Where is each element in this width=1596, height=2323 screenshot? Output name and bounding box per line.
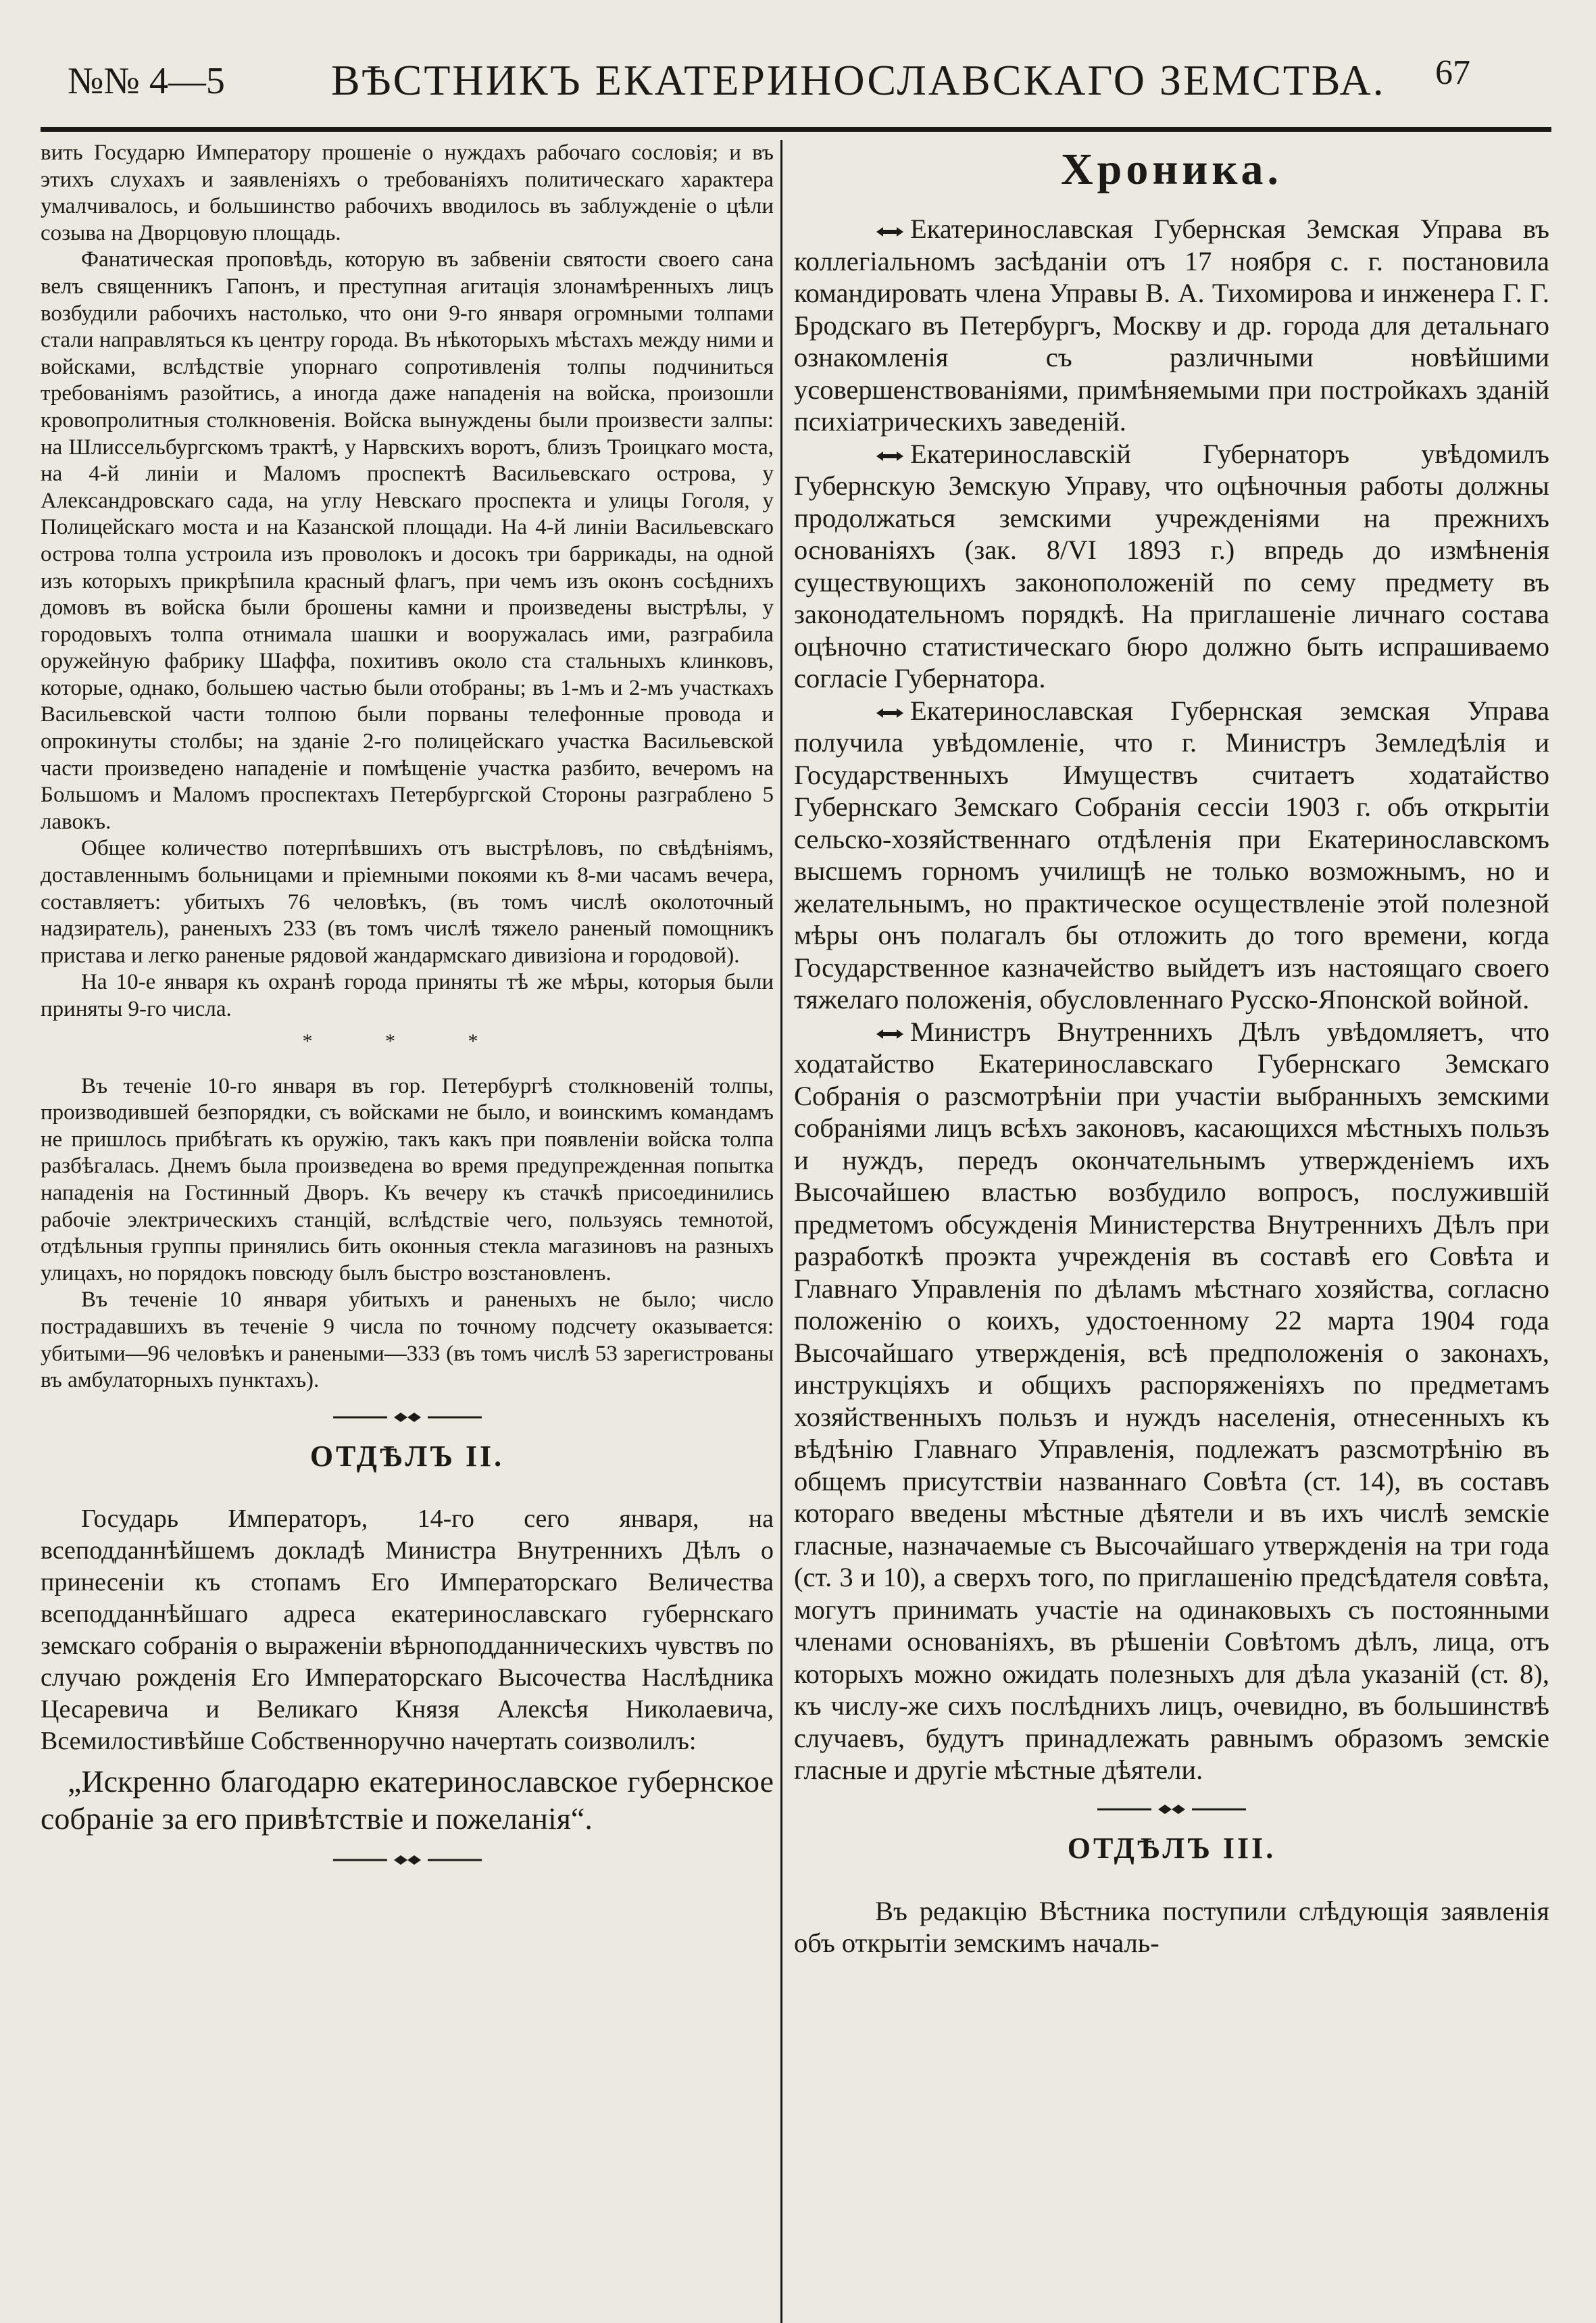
news-item: Екатеринославскій Губернаторъ увѣдомилъ Губернскую Земскую Управу, что оцѣночныя работы должны продолжаться земскими учрежденіями на прежнихъ основаніяхъ (зак. 8/VI 1893 г.) впредь до измѣненія существующихъ законоположеній по сему предмету въ законодательномъ порядкѣ. На приглашеніе личнаго состава оцѣночно статистическаго бюро должно быть испрашиваемо согласіе Губернатора. (794, 438, 1549, 693)
paragraph: Въ редакцію Вѣстника поступили слѣдующія заявленія объ открытіи земскимъ началь- (794, 1895, 1549, 1958)
news-item: Министръ Внутреннихъ Дѣлъ увѣдомляетъ, что ходатайство Екатеринославскаго Губернскаго Земскаго Собранія о разсмотрѣніи при участіи выбранныхъ земскими собраніями лицъ всѣхъ законовъ, касающихся мѣстныхъ пользъ и нуждъ, передъ окончательнымъ утвержденіемъ ихъ Высочайшею властью возбудило вопросъ, послужившій предметомъ обсужденія Министерства Внутреннихъ Дѣлъ при разработкѣ проэкта учрежденія въ составѣ его Совѣта и Главнаго Управленія по дѣламъ мѣстнаго хозяйства, согласно положенію о коихъ, удостоенному 22 марта 1904 года Высочайшаго утвержденія, всѣ предположенія о законахъ, инструкціяхъ и общихъ распоряженіяхъ по предметамъ хозяйственныхъ пользъ и нуждъ населенія, отнесенныхъ къ вѣдѣнію Главнаго Управленія, подлежатъ разсмотрѣнію въ общемъ присутствіи названнаго Совѣта (ст. 14), въ составъ котораго введены мѣстные дѣятели и въ ихъ числѣ земскіе гласные, назначаемые съ Высочайшаго утвержденія на три года (ст. 3 и 10), а сверхъ того, по приглашенію предсѣдателя совѣта, могутъ принимать участіе на одинаковыхъ съ постоянными членами основаніяхъ, въ рѣшеніи Совѣтомъ дѣлъ, лица, отъ которыхъ можно ожидать полезныхъ для дѣла указаній (ст. 8), къ числу-же сихъ послѣднихъ лицъ, очевидно, въ большинствѣ случаевъ, будутъ принадлежать равнымъ образомъ земскіе гласные и другіе мѣстные дѣятели. (794, 1016, 1549, 1785)
header-rule (41, 127, 1551, 132)
page-header (41, 41, 1551, 115)
column-divider (780, 140, 782, 2323)
bullet-ornament-icon (875, 1028, 905, 1040)
section-title-2: ОТДѢЛЪ II. (309, 1439, 505, 1473)
section-title-3: ОТДѢЛЪ III. (1067, 1831, 1276, 1865)
bullet-ornament-icon (875, 450, 905, 462)
imperial-quote: „Искренно благодарю екатеринославское губернское собраніе за его привѣтствіе и пожеланія“. (41, 1763, 774, 1836)
paragraph: Общее количество потерпѣвшихъ отъ выстрѣловъ, по свѣдѣніямъ, доставленнымъ больницами и пріемными покоями къ 8-ми часамъ вечера, составляетъ: убитыхъ 76 человѣкъ, (въ томъ числѣ околоточный надзиратель), раненыхъ 233 (въ томъ числѣ тяжело раненый помощникъ пристава и легко раненые рядовой жандармскаго дивизіона и городовой). (41, 836, 774, 968)
bullet-ornament-icon (875, 226, 905, 238)
issue-number: №№ 4—5 (68, 60, 225, 102)
two-column-body (41, 140, 1551, 2296)
paragraph: вить Государю Императору прошеніе о нуждахъ рабочаго сословія; и въ этихъ слухахъ и заявленіяхъ о требованіяхъ политическаго характера умалчивалось, и большинство рабочихъ вводилось въ заблужденіе о цѣли созыва на Дворцовую площадь. (41, 141, 774, 245)
paragraph: Въ теченіе 10-го января въ гор. Петербургѣ столкновеній толпы, производившей безпорядки, съ войсками не было, и воинскимъ командамъ не пришлось прибѣгать къ оружію, такъ какъ при появленіи войска толпа разбѣгалась. Днемъ была произведена во время предупрежденная попытка нападенія на Гостинный Дворъ. Къ вечеру къ стачкѣ присоединились рабочіе электрическихъ станцій, вслѣдствіе чего, пользуясь темнотой, отдѣльныя группы принялись бить оконныя стекла магазиновъ на разныхъ улицахъ, но порядокъ повсюду былъ быстро возстановленъ. (41, 1073, 774, 1286)
right-column (794, 140, 1549, 1959)
ornament-divider (1097, 1803, 1246, 1816)
decree-paragraph: Государь Императоръ, 14-го сего января, на всеподданнѣйшемъ докладѣ Министра Внутреннихъ Дѣлъ о принесеніи къ стопамъ Его Императорскаго Величества всеподданнѣйшаго адреса екатеринославскаго губернскаго земскаго собранія о выраженіи вѣрноподданническихъ чувствъ по случаю рожденія Его Императорскаго Высочества Наслѣдника Цесаревича и Великаго Князя Алексѣя Николаевича, Всемилостивѣйше Собственноручно начертать соизволилъ: (41, 1504, 774, 1755)
bullet-ornament-icon (875, 707, 905, 719)
ornament-divider (333, 1411, 482, 1424)
chronicle-title: Хроника. (1061, 145, 1282, 194)
ornament-divider (333, 1853, 482, 1867)
journal-title: ВѢСТНИКЪ ЕКАТЕРИНОСЛАВСКАГО ЗЕМСТВА. (331, 56, 1386, 104)
paragraph: Въ теченіе 10 января убитыхъ и раненыхъ не было; число пострадавшихъ въ теченіе 9 числа по точному подсчету оказывается: убитыми—96 человѣкъ и ранеными—333 (въ томъ числѣ 53 зарегистрованы въ амбулаторныхъ пунктахъ). (41, 1288, 774, 1393)
paragraph: На 10-е января къ охранѣ города приняты тѣ же мѣры, которыя были приняты 9-го числа. (41, 970, 774, 1021)
page-number: 67 (1435, 53, 1470, 92)
section-break-stars: * * * (302, 1029, 512, 1052)
left-column (41, 140, 774, 1867)
news-item: Екатеринославская Губернская земская Управа получила увѣдомленіе, что г. Министръ Земледѣлія и Государственныхъ Имуществъ считаетъ ходатайство Губернскаго Земскаго Собранія сессіи 1903 г. объ открытіи сельско-хозяйственнаго отдѣленія при Екатеринославскомъ высшемъ горномъ училищѣ не только возможнымъ, но и желательнымъ, но практическое осуществленіе этой полезной мѣры онъ полагалъ бы отложить до того времени, когда Государственное казначейство выйдетъ изъ настоящаго своего тяжелаго положенія, обусловленнаго Русско-Японской войной. (794, 695, 1549, 1014)
news-item: Екатеринославская Губернская Земская Управа въ коллегіальномъ засѣданіи отъ 17 ноября с. г. постановила командировать члена Управы В. А. Тихомирова и инженера Г. Г. Бродскаго въ Петербургъ, Москву и др. города для детальнаго ознакомленія съ различными новѣйшими усовершенствованіями, примѣняемыми при постройкахъ зданій психіатрическихъ заведеній. (794, 214, 1549, 437)
paragraph: Фанатическая проповѣдь, которую въ забвеніи святости своего сана велъ священникъ Гапонъ, и преступная агитація злонамѣренныхъ лицъ возбудили рабочихъ настолько, что они 9-го января огромными толпами стали направляться къ центру города. Въ нѣкоторыхъ мѣстахъ между ними и войсками, вслѣдствіе упорнаго сопротивленія толпы подчиниться требованіямъ разойтись, а иногда даже нападенія на войска, произошли кровопролитныя столкновенія. Войска вынуждены были произвести залпы: на Шлиссельбургскомъ трактѣ, у Нарвскихъ воротъ, близъ Троицкаго моста, на 4-й линіи и Маломъ проспектѣ Васильевскаго острова, у Александровскаго сада, на углу Невскаго проспекта и улицы Гоголя, у Полицейскаго моста и на Казанской площади. На 4-й линіи Васильевскаго острова толпа устроила изъ проволокъ и досокъ три баррикады, на одной изъ которыхъ прикрѣпила красный флагъ, при чемъ изъ оконъ сосѣднихъ домовъ въ войска были брошены камни и произведены выстрѣлы, у городовыхъ толпа отнимала шашки и вооружалась ими, разграбила оружейную фабрику Шаффа, похитивъ около ста стальныхъ клинковъ, которые, однако, большею частью были отобраны; въ 1-мъ и 2-мъ участкахъ Васильевской части толпою были порваны телефонные провода и опрокинуты столбы; на зданіе 2-го полицейскаго участка Васильевской части произведено нападеніе и помѣщеніе участка разбито, вечеромъ на Большомъ и Маломъ проспектахъ Петербургской Стороны разграблено 5 лавокъ. (41, 247, 774, 834)
